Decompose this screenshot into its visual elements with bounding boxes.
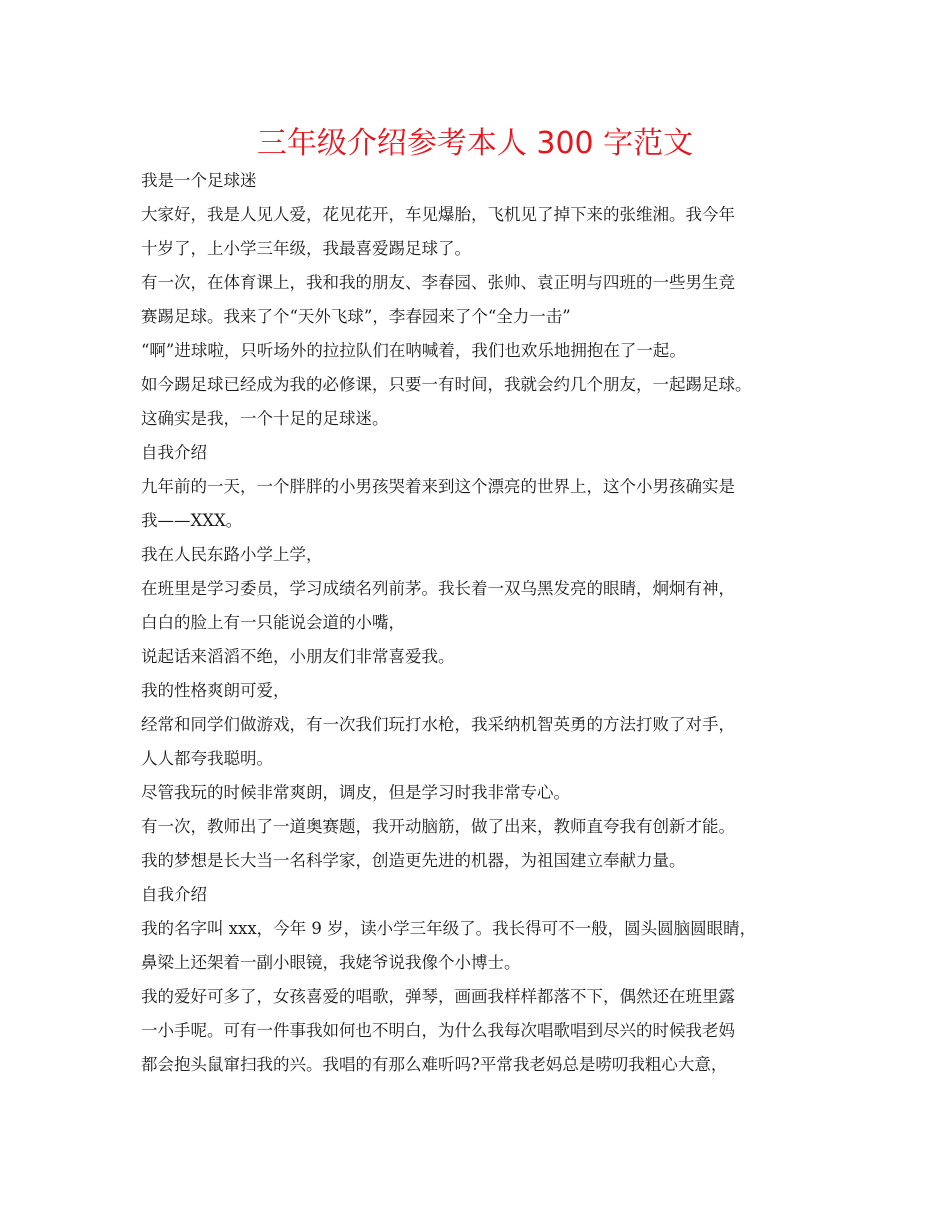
paragraph-line: 有一次，在体育课上，我和我的朋友、李春园、张帅、袁正明与四班的一些男生竞 [141,273,735,292]
paragraph-line: 赛踢足球。我来了个“天外飞球”，李春园来了个“全力一击” [141,307,571,326]
section-heading: 自我介绍 [141,443,207,462]
paragraph-line: 鼻梁上还架着一副小眼镜，我姥爷说我像个小博士。 [141,953,521,972]
paragraph-line: 如今踢足球已经成为我的必修课，只要一有时间，我就会约几个朋友，一起踢足球。 [141,375,752,394]
paragraph-line: 我在人民东路小学上学， [141,545,323,564]
paragraph-line: 人人都夸我聪明。 [141,749,273,768]
paragraph-line: 大家好，我是人见人爱，花见花开，车见爆胎，飞机见了掉下来的张维湘。我今年 [141,205,735,224]
paragraph-line: 说起话来滔滔不绝，小朋友们非常喜爱我。 [141,647,455,666]
paragraph-line: 我的爱好可多了，女孩喜爱的唱歌，弹琴，画画我样样都落不下，偶然还在班里露 [141,987,735,1006]
paragraph-line: 有一次，教师出了一道奥赛题，我开动脑筋，做了出来，教师直夸我有创新才能。 [141,817,735,836]
paragraph-line: 我的名字叫 xxx，今年 9 岁，读小学三年级了。我长得可不一般，圆头圆脑圆眼睛， [141,919,757,938]
paragraph-line: 尽管我玩的时候非常爽朗，调皮，但是学习时我非常专心。 [141,783,570,802]
paragraph-line: 白白的脸上有一只能说会道的小嘴， [141,613,405,632]
paragraph-line: 一小手呢。可有一件事我如何也不明白，为什么我每次唱歌唱到尽兴的时候我老妈 [141,1021,735,1040]
paragraph-line: 都会抱头鼠窜扫我的兴。我唱的有那么难听吗?平常我老妈总是唠叨我粗心大意， [141,1055,728,1074]
paragraph-line: “啊”进球啦，只听场外的拉拉队们在呐喊着，我们也欢乐地拥抱在了一起。 [141,341,686,360]
paragraph-line: 十岁了，上小学三年级，我最喜爱踢足球了。 [141,239,471,258]
paragraph-line: 我——XXX。 [141,511,243,530]
section-heading: 自我介绍 [141,885,207,904]
paragraph-line: 我的性格爽朗可爱， [141,681,290,700]
document-title: 三年级介绍参考本人 300 字范文 [256,126,694,161]
paragraph-line: 这确实是我，一个十足的足球迷。 [141,409,389,428]
section-heading: 我是一个足球迷 [141,171,257,190]
paragraph-line: 经常和同学们做游戏，有一次我们玩打水枪，我采纳机智英勇的方法打败了对手， [141,715,735,734]
paragraph-line: 我的梦想是长大当一名科学家，创造更先进的机器，为祖国建立奉献力量。 [141,851,686,870]
document-body [141,164,831,1082]
paragraph-line: 在班里是学习委员，学习成绩名列前茅。我长着一双乌黑发亮的眼睛，炯炯有神， [141,579,735,598]
paragraph-line: 九年前的一天，一个胖胖的小男孩哭着来到这个漂亮的世界上，这个小男孩确实是 [141,477,735,496]
